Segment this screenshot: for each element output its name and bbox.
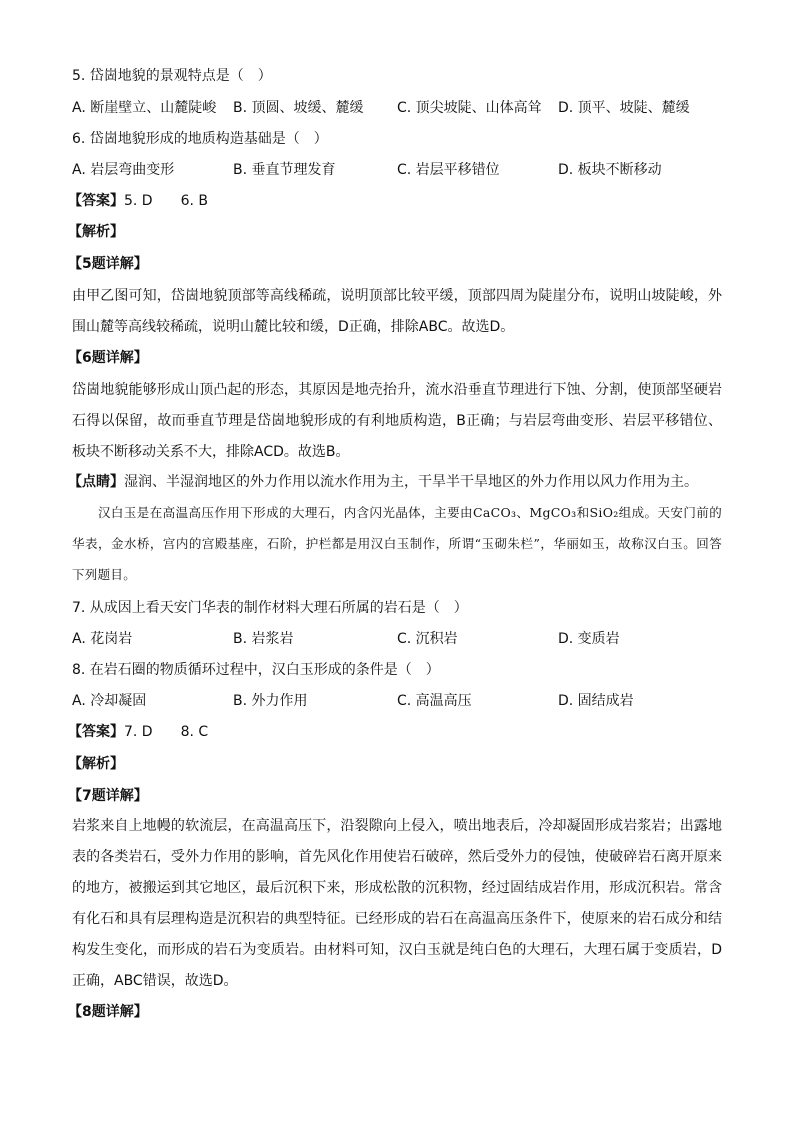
question-6-stem: 6. 岱崮地貌形成的地质构造基础是（ ） bbox=[72, 131, 328, 147]
detail-6-text: 岱崮地貌能够形成山顶凸起的形态，其原因是地壳抬升，流水沿垂直节理进行下蚀、分割，使顶部坚硬岩石得以保留，故而垂直节理是岱崮地貌形成的有利地质构造，B正确；与岩层弯曲变形、岩层平移错位、板块不断移动关系不大，排除ACD。故选B。 bbox=[72, 382, 722, 460]
option-d: D. 顶平、坡陡、麓缓 bbox=[558, 100, 690, 116]
answer-7-8 bbox=[68, 722, 208, 742]
detail-7-heading: 【7题详解】 bbox=[68, 788, 148, 804]
detail-7-text: 岩浆来自上地幔的软流层，在高温高压下，沿裂隙向上侵入，喷出地表后，冷却凝固形成岩浆岩；出露地表的各类岩石，受外力作用的影响，首先风化作用使岩石破碎，然后受外力的侵蚀，使破碎岩石离开原来的地方，被搬运到其它地区，最后沉积下来，形成松散的沉积物，经过固结成岩作用，形成沉积岩。常含有化石和具有层理构造是沉积岩的典型特征。已经形成的岩石在高温高压条件下，使原来的岩石成分和结构发生变化，而形成的岩石为变质岩。由材料可知，汉白玉就是纯白色的大理石，大理石属于变质岩，D正确，ABC错误，故选D。 bbox=[72, 818, 722, 989]
answer-tag: 【答案】 bbox=[68, 724, 124, 740]
option-c: C. 高温高压 bbox=[397, 693, 472, 709]
detail-6-heading: 【6题详解】 bbox=[68, 350, 148, 366]
question-8-options bbox=[72, 691, 732, 711]
option-c: C. 顶尖坡陡、山体高耸 bbox=[397, 100, 542, 116]
analysis-heading: 【解析】 bbox=[68, 224, 124, 240]
option-b: B. 顶圆、坡缓、麓缓 bbox=[233, 100, 364, 116]
answer-text: 7. D 8. C bbox=[124, 724, 209, 740]
option-c: C. 岩层平移错位 bbox=[397, 162, 500, 178]
option-a: A. 花岗岩 bbox=[72, 631, 133, 647]
option-b: B. 岩浆岩 bbox=[233, 631, 294, 647]
question-8-stem: 8. 在岩石圈的物质循环过程中，汉白玉形成的条件是（ ） bbox=[72, 662, 440, 678]
answer-5-6 bbox=[68, 191, 208, 211]
option-b: B. 垂直节理发育 bbox=[233, 162, 336, 178]
dianjing bbox=[68, 472, 698, 492]
option-d: D. 板块不断移动 bbox=[558, 162, 662, 178]
option-a: A. 岩层弯曲变形 bbox=[72, 162, 175, 178]
dianjing-tag: 【点睛】 bbox=[68, 474, 124, 490]
material-passage: 汉白玉是在高温高压作用下形成的大理石，内含闪光晶体，主要由CaCO₃、MgCO₃和SiO₂组成。天安门前的华表，金水桥，宫内的宫殿基座，石阶，护栏都是用汉白玉制作，所谓“玉砌朱栏”，华丽如玉，故称汉白玉。回答下列题目。 bbox=[72, 505, 722, 582]
question-7-stem: 7. 从成因上看天安门华表的制作材料大理石所属的岩石是（ ） bbox=[72, 600, 468, 616]
option-a: A. 冷却凝固 bbox=[72, 693, 147, 709]
detail-5-heading: 【5题详解】 bbox=[68, 256, 148, 272]
dianjing-text: 湿润、半湿润地区的外力作用以流水作用为主，干旱半干旱地区的外力作用以风力作用为主。 bbox=[124, 474, 698, 490]
option-c: C. 沉积岩 bbox=[397, 631, 458, 647]
question-6-options bbox=[72, 160, 732, 180]
option-d: D. 固结成岩 bbox=[558, 693, 634, 709]
answer-tag: 【答案】 bbox=[68, 193, 124, 209]
analysis-heading: 【解析】 bbox=[68, 756, 124, 772]
detail-8-heading: 【8题详解】 bbox=[68, 1004, 148, 1020]
question-5-stem: 5. 岱崮地貌的景观特点是（ ） bbox=[72, 68, 272, 84]
option-b: B. 外力作用 bbox=[233, 693, 308, 709]
answer-text: 5. D 6. B bbox=[124, 193, 208, 209]
option-d: D. 变质岩 bbox=[558, 631, 620, 647]
question-5-options bbox=[72, 98, 732, 118]
detail-5-text: 由甲乙图可知，岱崮地貌顶部等高线稀疏，说明顶部比较平缓，顶部四周为陡崖分布，说明山坡陡峻，外围山麓等高线较稀疏，说明山麓比较和缓，D正确，排除ABC。故选D。 bbox=[72, 288, 722, 335]
option-a: A. 断崖壁立、山麓陡峻 bbox=[72, 100, 217, 116]
question-7-options bbox=[72, 629, 732, 649]
